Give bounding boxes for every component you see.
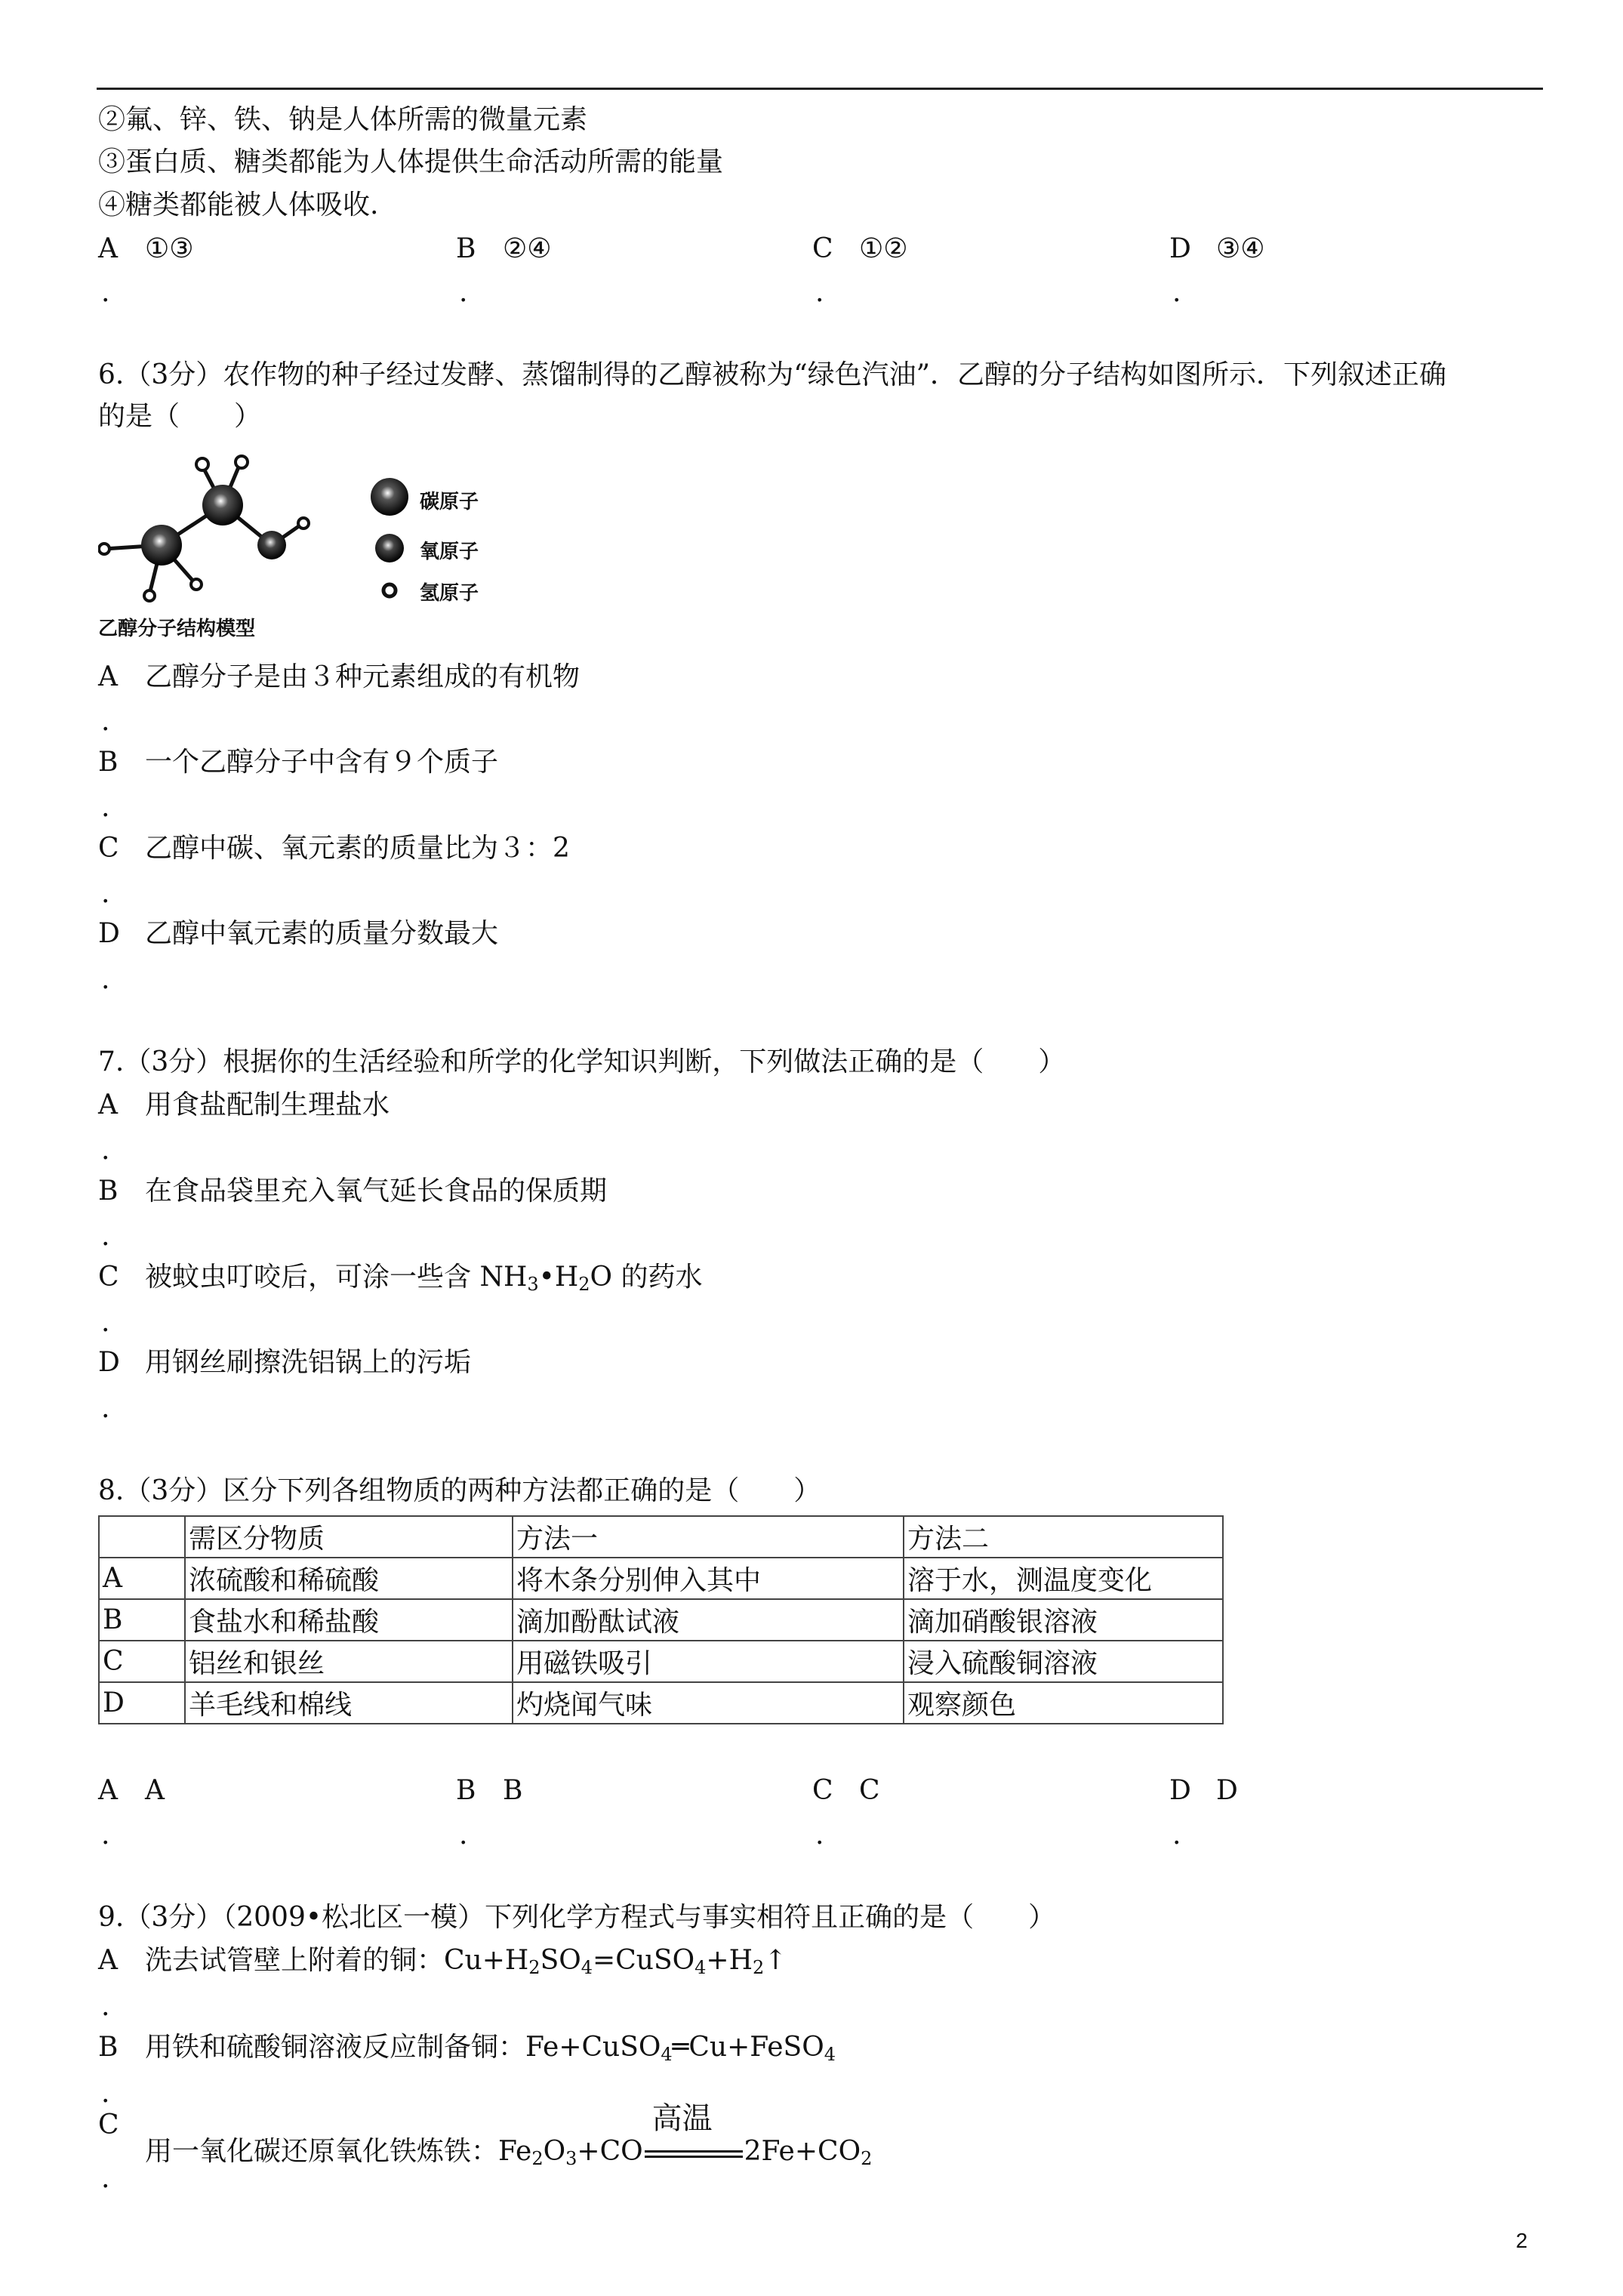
q6-dot-c: . (101, 878, 110, 909)
q5-option-a[interactable]: A ①③ (98, 233, 194, 264)
legend-hydrogen-icon (383, 584, 396, 596)
legend-oxygen-label: 氧原子 (420, 541, 479, 563)
q5-option-c[interactable]: C ①② (812, 233, 908, 264)
q5-dot-c: . (815, 277, 824, 308)
table-cell: D (99, 1682, 185, 1724)
table-cell (99, 1516, 185, 1558)
table-cell: 方法一 (513, 1516, 904, 1558)
q8-dot-d: . (1172, 1820, 1181, 1851)
q9-dot-a: . (101, 1991, 110, 2022)
q8-option-d[interactable]: D D (1169, 1775, 1238, 1806)
q7-option-b[interactable]: B 在食品袋里充入氧气延长食品的保质期 (98, 1176, 608, 1207)
ethanol-molecule-figure (98, 455, 506, 643)
carbon-atom-1 (141, 525, 182, 566)
q5-option-d[interactable]: D ③④ (1169, 233, 1265, 264)
q8-option-a[interactable]: A A (98, 1775, 165, 1806)
q7-option-c[interactable]: C 被蚊虫叮咬后，可涂一些含 $NH_3•H_2O$ 的药水 (98, 1262, 703, 1295)
table-cell: 用磁铁吸引 (513, 1641, 904, 1682)
q7-option-d[interactable]: D 用钢丝刷擦洗铝锅上的污垢 (98, 1347, 472, 1378)
q7-option-a[interactable]: A 用食盐配制生理盐水 (98, 1089, 390, 1120)
q5-statement-4: ④糖类都能被人体吸收. (98, 190, 379, 220)
q9-dot-b: . (101, 2078, 110, 2109)
page-number: 2 (1516, 2229, 1528, 2252)
table-cell: 铝丝和银丝 (185, 1641, 513, 1682)
q9-option-c-letter[interactable]: C (98, 2110, 119, 2140)
q7-dot-c: . (101, 1307, 110, 1338)
table-cell: 需区分物质 (185, 1516, 513, 1558)
q6-option-b[interactable]: B 一个乙醇分子中含有９个质子 (98, 747, 499, 778)
q9-option-a[interactable]: A 洗去试管壁上附着的铜：$Cu+H_2SO_4=CuSO_4+H_2↑$ (98, 1945, 787, 1978)
hydrogen-atoms (99, 456, 309, 601)
q6-dot-a: . (101, 706, 110, 737)
table-cell: 滴加硝酸银溶液 (904, 1599, 1223, 1641)
q8-option-c[interactable]: C C (812, 1775, 880, 1806)
reaction-condition-arrow (643, 2102, 744, 2168)
q5-dot-b: . (459, 277, 468, 308)
q6-option-a[interactable]: A 乙醇分子是由３种元素组成的有机物 (98, 661, 581, 692)
table-cell: A (99, 1558, 185, 1599)
figure-caption: 乙醇分子结构模型 (98, 618, 256, 640)
table-cell: 观察颜色 (904, 1682, 1223, 1724)
q9-option-b[interactable]: B 用铁和硫酸铜溶液反应制备铜：Fe+CuSO$_4$═Cu+FeSO$_4$ (98, 2032, 836, 2065)
q6-option-d[interactable]: D 乙醇中氧元素的质量分数最大 (98, 918, 499, 949)
q9-dot-c: . (101, 2163, 110, 2194)
q6-stem-line1: 6.（3分）农作物的种子经过发酵、蒸馏制得的乙醇被称为“绿色汽油”．乙醇的分子结构如图所示．下列叙述正确 (98, 359, 1447, 390)
q7-dot-a: . (101, 1135, 110, 1166)
q9-option-c-equation[interactable]: 用一氧化碳还原氧化铁炼铁：$Fe_2O_3+CO$ 高温 $2Fe+CO_2$ (145, 2102, 873, 2169)
legend-carbon-icon (371, 478, 408, 516)
header-rule (97, 88, 1543, 90)
q8-dot-c: . (815, 1820, 824, 1851)
legend-oxygen-icon (375, 534, 404, 562)
legend-hydrogen-label: 氢原子 (420, 582, 479, 605)
table-cell: 灼烧闻气味 (513, 1682, 904, 1724)
q8-dot-a: . (101, 1820, 110, 1851)
carbon-atom-2 (202, 485, 243, 525)
q6-stem-line2: 的是（ ） (98, 401, 262, 432)
q6-dot-d: . (101, 964, 110, 995)
q7-dot-b: . (101, 1221, 110, 1252)
q9-stem: 9.（3分）（2009•松北区一模）下列化学方程式与事实相符且正确的是（ ） (98, 1902, 1056, 1933)
table-row (99, 1558, 1223, 1599)
table-cell: 方法二 (904, 1516, 1223, 1558)
q5-statement-3: ③蛋白质、糖类都能为人体提供生命活动所需的能量 (98, 146, 724, 177)
table-cell: B (99, 1599, 185, 1641)
q7-dot-d: . (101, 1393, 110, 1424)
table-cell: 将木条分别伸入其中 (513, 1558, 904, 1599)
q6-dot-b: . (101, 792, 110, 823)
q8-dot-b: . (459, 1820, 468, 1851)
q7-stem: 7.（3分）根据你的生活经验和所学的化学知识判断，下列做法正确的是（ ） (98, 1046, 1066, 1077)
q8-stem: 8.（3分）区分下列各组物质的两种方法都正确的是（ ） (98, 1475, 821, 1506)
oxygen-atom (257, 531, 286, 559)
table-cell: 浸入硫酸铜溶液 (904, 1641, 1223, 1682)
q6-option-c[interactable]: C 乙醇中碳、氧元素的质量比为３：2 (98, 833, 570, 864)
table-row (99, 1599, 1223, 1641)
table-header-row (99, 1516, 1223, 1558)
table-cell: 浓硫酸和稀硫酸 (185, 1558, 513, 1599)
high-temperature-label: 高温 (651, 2102, 713, 2135)
table-cell: C (99, 1641, 185, 1682)
bonds (104, 464, 302, 594)
table-cell: 食盐水和稀盐酸 (185, 1599, 513, 1641)
table-cell: 溶于水，测温度变化 (904, 1558, 1223, 1599)
q5-dot-d: . (1172, 277, 1181, 308)
table-cell: 滴加酚酞试液 (513, 1599, 904, 1641)
q5-option-b[interactable]: B ②④ (456, 233, 552, 264)
q5-dot-a: . (101, 277, 110, 308)
table-row (99, 1682, 1223, 1724)
table-cell: 羊毛线和棉线 (185, 1682, 513, 1724)
q8-option-b[interactable]: B B (456, 1775, 523, 1806)
legend-carbon-label: 碳原子 (420, 491, 479, 513)
q5-statement-2: ②氟、锌、铁、钠是人体所需的微量元素 (98, 104, 588, 135)
table-row (99, 1641, 1223, 1682)
q8-table (98, 1515, 1224, 1724)
